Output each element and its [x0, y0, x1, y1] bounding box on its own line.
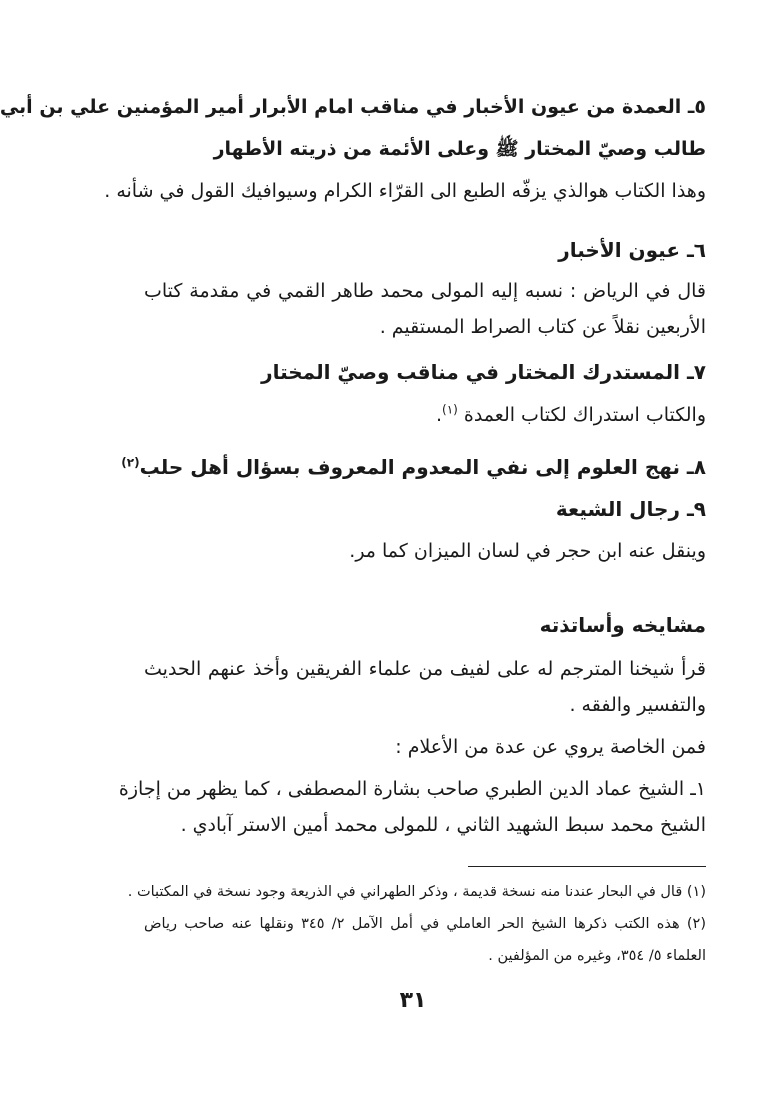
- item5-title-line1: ٥ـ العمدة من عيون الأخبار في مناقب امام الأبرار أمير المؤمنين علي بن أبي: [0, 96, 706, 118]
- item6-title: ٦ـ عيون الأخبار: [558, 238, 706, 262]
- item9-body: وينقل عنه ابن حجر في لسان الميزان كما مر.: [349, 540, 706, 562]
- item7-body-end: .: [435, 404, 442, 426]
- footnote-1: (١) قال في البحار عندنا منه نسخة قديمة ، وذكر الطهراني في الذريعة وجود نسخة في المكتبات .: [127, 884, 706, 900]
- footnote-ref-2[interactable]: (٢): [121, 455, 140, 470]
- footnote-2-line1: (٢) هذه الكتب ذكرها الشيخ الحر العاملي في أمل الآمل ٢/ ٣٤٥ ونقلها عنه صاحب رياض: [144, 916, 707, 932]
- page-number: ٣١: [399, 988, 427, 1013]
- footnote-2-line2: العلماء ٥/ ٣٥٤، وغيره من المؤلفين .: [488, 948, 706, 964]
- item6-body-line1: قال في الرياض : نسبه إليه المولى محمد طاهر القمي في مقدمة كتاب: [144, 280, 706, 302]
- item6-body-line2: الأربعين نقلاً عن كتاب الصراط المستقيم .: [379, 316, 706, 338]
- item5-body: وهذا الكتاب هوالذي يزفّه الطبع الى القرّاء الكرام وسيوافيك القول في شأنه .: [104, 180, 706, 202]
- footnote-ref-1[interactable]: (١): [442, 402, 458, 417]
- section-title: مشايخه وأساتذته: [539, 613, 706, 637]
- section-list1-line2: الشيخ محمد سبط الشهيد الثاني ، للمولى محمد أمين الاستر آبادي .: [180, 814, 706, 836]
- section-list1-line1: ١ـ الشيخ عماد الدين الطبري صاحب بشارة المصطفى ، كما يظهر من إجازة: [118, 778, 706, 800]
- item7-title: ٧ـ المستدرك المختار في مناقب وصيّ المختار: [261, 360, 706, 384]
- item8-title: ٨ـ نهج العلوم إلى نفي المعدوم المعروف بسؤال أهل حلب: [139, 455, 706, 479]
- item7-body-line: [144, 400, 706, 430]
- section-para2: فمن الخاصة يروي عن عدة من الأعلام :: [395, 736, 706, 758]
- item5-title-line2: طالب وصيّ المختار ﷺ وعلى الأئمة من ذريته الأطهار: [213, 138, 706, 160]
- item7-body: والكتاب استدراك لكتاب العمدة: [463, 404, 706, 426]
- section-para1-line2: والتفسير والفقه .: [569, 694, 706, 716]
- item9-title: ٩ـ رجال الشيعة: [555, 497, 706, 521]
- section-para1-line1: قرأ شيخنا المترجم له على لفيف من علماء الفريقين وأخذ عنهم الحديث: [144, 658, 706, 680]
- item8-title-line: [121, 452, 706, 482]
- footnote-divider: [468, 866, 706, 867]
